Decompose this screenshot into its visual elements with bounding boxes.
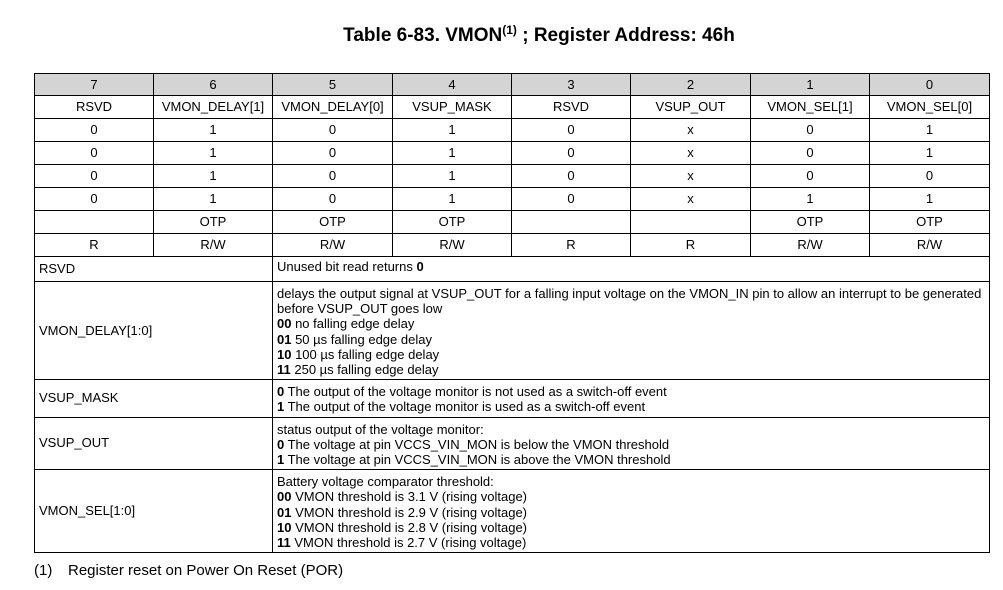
field-description-cell — [273, 470, 990, 553]
bit-name-cell: VMON_SEL[0] — [870, 96, 990, 119]
description-line — [277, 437, 985, 452]
bit-name-cell: RSVD — [512, 96, 631, 119]
bit-name-row — [35, 96, 990, 119]
field-name-cell: VMON_DELAY[1:0] — [35, 282, 273, 380]
value-cell: 0 — [751, 142, 870, 165]
otp-cell: OTP — [751, 211, 870, 234]
description-line — [277, 520, 985, 535]
field-description-cell — [273, 257, 990, 282]
footnote-mark: (1) — [34, 562, 53, 579]
access-cell: R/W — [870, 234, 990, 257]
value-cell: 0 — [273, 188, 393, 211]
table-title — [0, 25, 1003, 47]
description-line — [277, 286, 985, 316]
bit-number-cell: 2 — [631, 74, 751, 96]
reset-value-row — [35, 119, 990, 142]
value-cell: 1 — [870, 119, 990, 142]
description-text: delays the output signal at VSUP_OUT for a falling input voltage on the VMON_IN pin to allow an interrupt to be generated before VSUP_OUT goes low — [277, 286, 982, 317]
description-code: 01 — [277, 331, 292, 347]
description-line — [277, 422, 985, 437]
description-line — [277, 474, 985, 489]
value-cell: 1 — [393, 119, 512, 142]
field-name-cell: VMON_SEL[1:0] — [35, 470, 273, 553]
otp-cell: OTP — [870, 211, 990, 234]
value-cell: 0 — [512, 119, 631, 142]
description-text: VMON threshold is 3.1 V (rising voltage) — [291, 489, 528, 505]
otp-cell: OTP — [154, 211, 273, 234]
value-cell: 0 — [35, 142, 154, 165]
bit-name-cell: VSUP_MASK — [393, 96, 512, 119]
value-cell: 0 — [35, 165, 154, 188]
value-cell: x — [631, 119, 751, 142]
description-line — [277, 505, 985, 520]
description-code: 1 — [277, 399, 285, 415]
reset-value-row — [35, 142, 990, 165]
description-code: 10 — [277, 346, 292, 362]
field-name-cell: VSUP_MASK — [35, 380, 273, 417]
access-cell: R/W — [393, 234, 512, 257]
table-title-main: Table 6-83. VMON — [343, 25, 503, 46]
reset-value-row — [35, 188, 990, 211]
reset-value-row — [35, 165, 990, 188]
description-code: 11 — [277, 535, 291, 551]
access-cell: R — [512, 234, 631, 257]
access-cell: R/W — [154, 234, 273, 257]
description-text: The voltage at pin VCCS_VIN_MON is below the VMON threshold — [284, 436, 670, 452]
access-row — [35, 234, 990, 257]
bit-name-cell: VMON_SEL[1] — [751, 96, 870, 119]
description-text: The output of the voltage monitor is used as a switch-off event — [284, 399, 646, 415]
description-text: VMON threshold is 2.7 V (rising voltage) — [290, 535, 527, 551]
bit-name-cell: VMON_DELAY[1] — [154, 96, 273, 119]
description-bold-value: 0 — [416, 259, 424, 274]
value-cell: 1 — [154, 188, 273, 211]
description-line — [277, 316, 985, 331]
value-cell: 0 — [751, 165, 870, 188]
description-line — [277, 347, 985, 362]
value-cell: 1 — [154, 119, 273, 142]
access-cell: R/W — [273, 234, 393, 257]
access-cell: R — [631, 234, 751, 257]
value-cell: 1 — [751, 188, 870, 211]
description-line — [277, 362, 985, 377]
description-line — [277, 535, 985, 550]
bit-number-cell: 5 — [273, 74, 393, 96]
value-cell: 0 — [512, 165, 631, 188]
description-text: 100 µs falling edge delay — [291, 346, 440, 362]
description-line — [277, 489, 985, 504]
description-line — [277, 332, 985, 347]
bit-number-cell: 1 — [751, 74, 870, 96]
description-row-vsup-out — [35, 417, 990, 470]
description-row-vsup-mask — [35, 380, 990, 417]
field-description-cell — [273, 380, 990, 417]
description-code: 10 — [277, 519, 292, 535]
description-text: Battery voltage comparator threshold: — [277, 474, 494, 490]
value-cell: 0 — [273, 142, 393, 165]
value-cell: x — [631, 142, 751, 165]
footnote — [34, 562, 343, 579]
description-row-vmon-sel — [35, 470, 990, 553]
value-cell: 0 — [35, 119, 154, 142]
description-row-rsvd — [35, 257, 990, 282]
field-name-cell: RSVD — [35, 257, 273, 282]
description-line — [277, 259, 985, 274]
register-table — [34, 73, 990, 553]
field-description-cell — [273, 282, 990, 380]
value-cell: 1 — [393, 142, 512, 165]
bit-number-cell: 6 — [154, 74, 273, 96]
table-title-rest: ; Register Address: 46h — [516, 25, 735, 46]
description-text: 250 µs falling edge delay — [290, 362, 439, 378]
description-row-vmon-delay — [35, 282, 990, 380]
bit-number-cell: 3 — [512, 74, 631, 96]
description-text: The output of the voltage monitor is not used as a switch-off event — [284, 384, 667, 400]
value-cell: 0 — [512, 142, 631, 165]
description-code: 01 — [277, 504, 292, 520]
description-text: Unused bit read returns — [277, 259, 417, 274]
otp-cell — [512, 211, 631, 234]
bit-name-cell: VSUP_OUT — [631, 96, 751, 119]
description-text: VMON threshold is 2.8 V (rising voltage) — [291, 519, 528, 535]
description-text: VMON threshold is 2.9 V (rising voltage) — [291, 504, 528, 520]
access-cell: R/W — [751, 234, 870, 257]
description-code: 1 — [277, 452, 285, 468]
field-name-cell: VSUP_OUT — [35, 417, 273, 470]
description-code: 0 — [277, 436, 285, 452]
value-cell: 1 — [154, 142, 273, 165]
bit-number-cell: 0 — [870, 74, 990, 96]
value-cell: 0 — [35, 188, 154, 211]
bit-number-cell: 7 — [35, 74, 154, 96]
footnote-text: Register reset on Power On Reset (POR) — [68, 562, 344, 579]
value-cell: 1 — [154, 165, 273, 188]
otp-cell — [631, 211, 751, 234]
table-title-footnote-ref: (1) — [502, 23, 517, 37]
field-description-cell — [273, 417, 990, 470]
description-text: 50 µs falling edge delay — [291, 331, 432, 347]
value-cell: 1 — [393, 165, 512, 188]
bit-number-cell: 4 — [393, 74, 512, 96]
otp-cell: OTP — [393, 211, 512, 234]
access-cell: R — [35, 234, 154, 257]
bit-number-row — [35, 74, 990, 96]
description-text: no falling edge delay — [291, 316, 415, 332]
otp-cell — [35, 211, 154, 234]
value-cell: 0 — [273, 165, 393, 188]
description-code: 00 — [277, 489, 292, 505]
description-code: 0 — [277, 384, 285, 400]
value-cell: x — [631, 165, 751, 188]
value-cell: 0 — [870, 165, 990, 188]
value-cell: x — [631, 188, 751, 211]
otp-cell: OTP — [273, 211, 393, 234]
value-cell: 1 — [393, 188, 512, 211]
bit-name-cell: RSVD — [35, 96, 154, 119]
value-cell: 0 — [273, 119, 393, 142]
description-line — [277, 399, 985, 414]
description-text: The voltage at pin VCCS_VIN_MON is above the VMON threshold — [284, 452, 671, 468]
bit-name-cell: VMON_DELAY[0] — [273, 96, 393, 119]
value-cell: 1 — [870, 142, 990, 165]
description-line — [277, 452, 985, 467]
description-line — [277, 384, 985, 399]
value-cell: 0 — [512, 188, 631, 211]
description-code: 11 — [277, 362, 291, 378]
value-cell: 0 — [751, 119, 870, 142]
otp-row — [35, 211, 990, 234]
description-text: status output of the voltage monitor: — [277, 421, 484, 437]
description-code: 00 — [277, 316, 292, 332]
value-cell: 1 — [870, 188, 990, 211]
